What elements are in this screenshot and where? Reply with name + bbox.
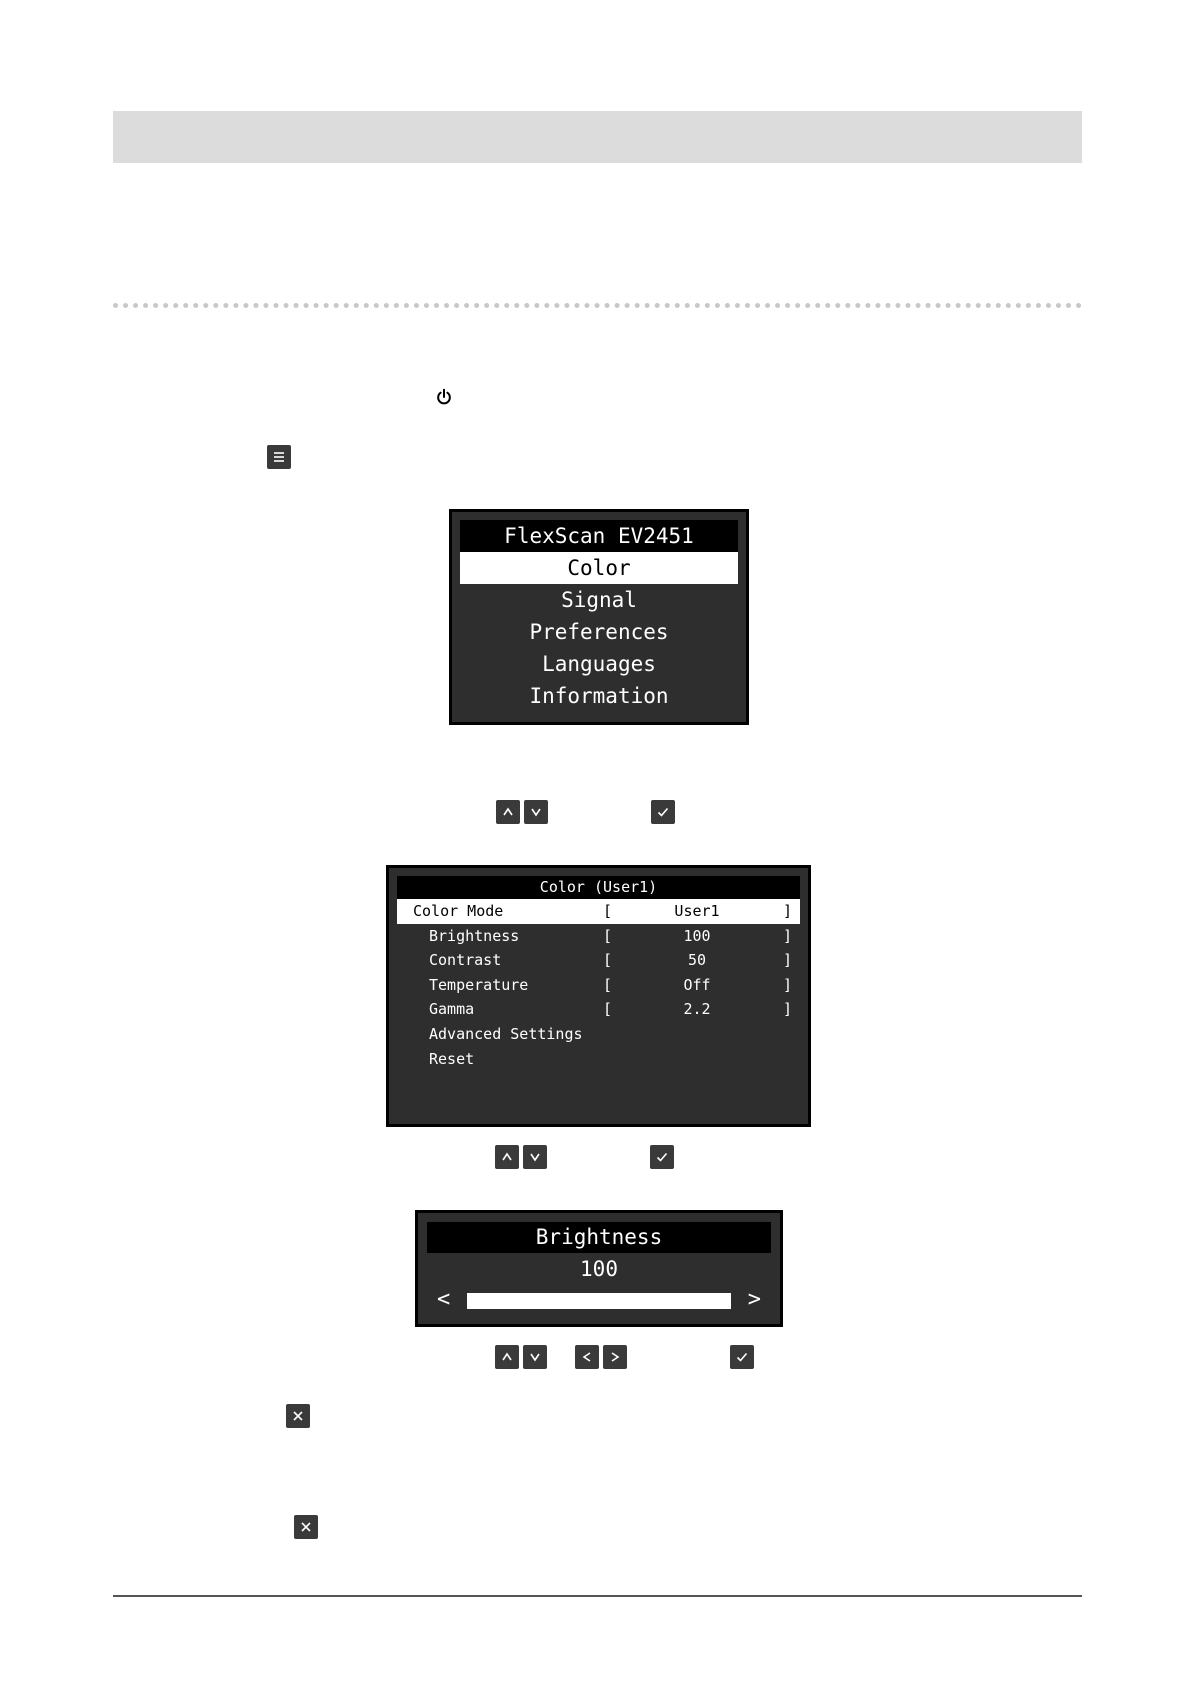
power-icon	[432, 385, 456, 409]
check-icon	[650, 1145, 674, 1169]
color-mode-row[interactable]	[397, 899, 800, 924]
brightness-title: Brightness	[427, 1222, 771, 1253]
chevron-up-icon	[495, 1145, 519, 1169]
increase-arrow[interactable]: >	[747, 1287, 761, 1312]
bracket-close: ]	[783, 926, 793, 945]
menu-item-color[interactable]: Color	[460, 552, 738, 584]
decrease-arrow[interactable]: <	[437, 1287, 451, 1312]
contrast-label: Contrast	[429, 951, 502, 970]
chevron-up-icon	[495, 1345, 519, 1369]
color-menu-title: Color (User1)	[397, 876, 800, 899]
menu-item-languages[interactable]: Languages	[542, 652, 656, 676]
reset-label: Reset	[429, 1049, 475, 1068]
section-header-band	[113, 111, 1082, 163]
temperature-value: Off	[683, 975, 711, 994]
menu-item-preferences[interactable]: Preferences	[529, 620, 669, 644]
color-mode-label: Color Mode	[413, 902, 504, 920]
bracket-open: [	[603, 902, 613, 920]
chevron-down-icon	[523, 1345, 547, 1369]
brightness-slider-fill	[467, 1293, 731, 1309]
gamma-value: 2.2	[683, 1000, 711, 1019]
main-menu-title: FlexScan EV2451	[460, 520, 738, 552]
main-menu-osd	[449, 509, 749, 725]
menu-item-information[interactable]: Information	[529, 684, 669, 708]
brightness-slider-track[interactable]	[467, 1293, 731, 1309]
brightness-row[interactable]	[397, 924, 800, 949]
close-icon	[286, 1404, 310, 1428]
dotted-divider	[113, 303, 1082, 308]
chevron-right-icon	[603, 1345, 627, 1369]
contrast-value: 50	[687, 951, 707, 970]
advanced-settings-label: Advanced Settings	[429, 1024, 583, 1043]
brightness-value: 100	[683, 926, 711, 945]
chevron-up-icon	[496, 800, 520, 824]
brightness-level-value: 100	[580, 1257, 618, 1281]
footer-rule	[113, 1595, 1082, 1597]
bracket-close: ]	[783, 1000, 793, 1019]
temperature-label: Temperature	[429, 975, 529, 994]
gamma-label: Gamma	[429, 1000, 475, 1019]
color-menu-osd	[386, 865, 811, 1127]
brightness-slider[interactable]	[427, 1285, 771, 1315]
check-icon	[651, 800, 675, 824]
brightness-label: Brightness	[429, 926, 520, 945]
menu-item-signal[interactable]: Signal	[561, 588, 637, 612]
bracket-open: [	[603, 951, 613, 970]
chevron-down-icon	[524, 800, 548, 824]
gamma-row[interactable]	[397, 997, 800, 1022]
chevron-down-icon	[523, 1145, 547, 1169]
check-icon	[730, 1345, 754, 1369]
color-mode-value: User1	[674, 902, 720, 920]
close-icon	[294, 1515, 318, 1539]
bracket-close: ]	[783, 975, 793, 994]
bracket-close: ]	[783, 951, 793, 970]
chevron-left-icon	[575, 1345, 599, 1369]
contrast-row[interactable]	[397, 948, 800, 973]
advanced-settings-row[interactable]	[397, 1022, 800, 1047]
reset-row[interactable]	[397, 1047, 800, 1072]
bracket-open: [	[603, 926, 613, 945]
brightness-adjust-osd	[415, 1210, 783, 1327]
bracket-open: [	[603, 975, 613, 994]
temperature-row[interactable]	[397, 973, 800, 998]
menu-icon	[267, 445, 291, 469]
bracket-open: [	[603, 1000, 613, 1019]
bracket-close: ]	[783, 902, 793, 920]
